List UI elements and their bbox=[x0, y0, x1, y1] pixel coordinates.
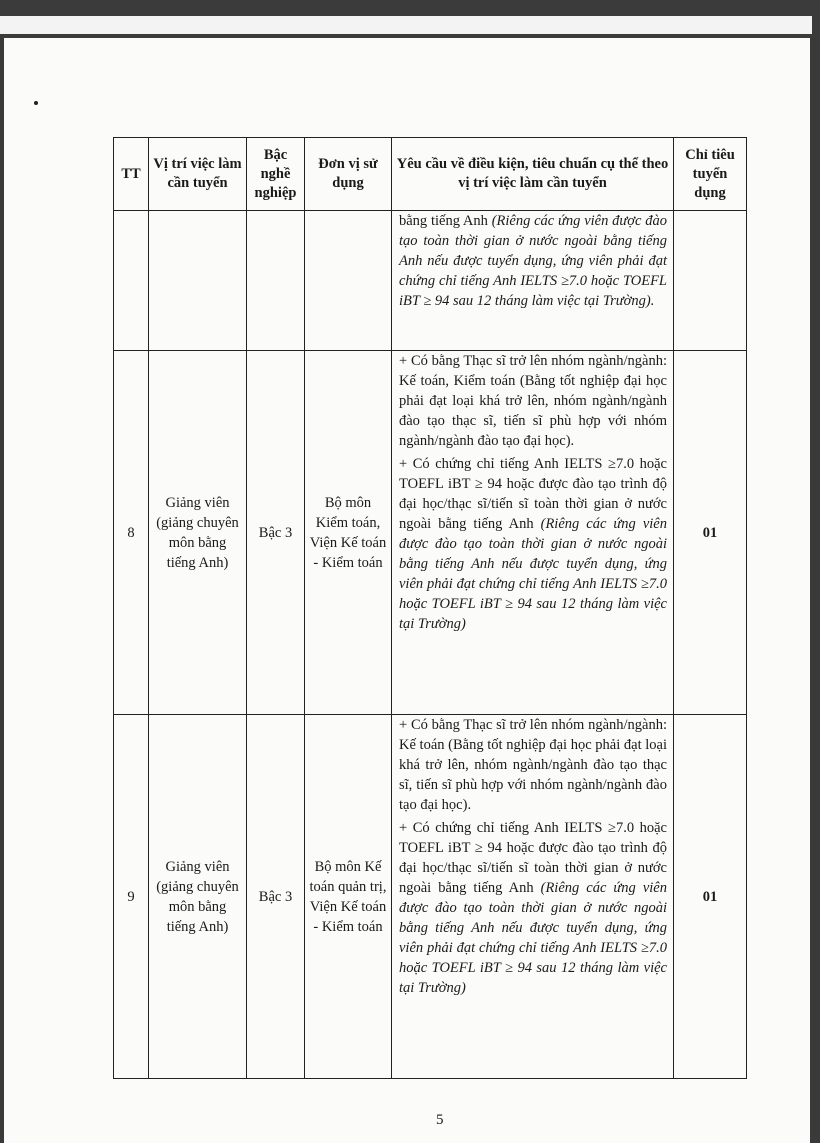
cell-unit: Bộ môn Kế toán quản trị, Viện Kế toán - Kiểm toán bbox=[305, 715, 392, 1079]
recruitment-table bbox=[113, 137, 747, 1079]
viewer-top-bar bbox=[0, 0, 820, 38]
header-tt: TT bbox=[114, 138, 149, 211]
cell-tt: 9 bbox=[114, 715, 149, 1079]
req-degree: + Có bằng Thạc sĩ trở lên nhóm ngành/ngành: Kế toán, Kiểm toán (Bằng tốt nghiệp đại học phải đạt loại khá trở lên, nhóm ngành/ngành đào tạo thạc sĩ, tiến sĩ phù hợp với nhóm ngành/ngành đào tạo đại học). bbox=[399, 353, 667, 449]
viewer-toolbar-strip bbox=[0, 16, 812, 34]
page-number: 5 bbox=[436, 1112, 444, 1128]
cell-requirements bbox=[392, 351, 674, 715]
cell-level: Bậc 3 bbox=[247, 715, 305, 1079]
cell-quota bbox=[674, 211, 747, 351]
req-italic-note: (Riêng các ứng viên được đào tạo toàn thời gian ở nước ngoài bằng tiếng Anh nếu được tuyển dụng, ứng viên phải đạt chứng chỉ tiếng Anh IELTS ≥7.0 hoặc TOEFL iBT ≥ 94 sau 12 tháng làm việc tại Trường). bbox=[399, 213, 667, 309]
table-row-continuation bbox=[114, 211, 747, 351]
req-english: + Có chứng chỉ tiếng Anh IELTS ≥7.0 hoặc TOEFL iBT ≥ 94 hoặc được đào tạo trình độ đại học/thạc sĩ/tiến sĩ toàn thời gian ở nước ngoài bằng tiếng Anh bbox=[399, 820, 667, 896]
header-level: Bậc nghề nghiệp bbox=[247, 138, 305, 211]
cell-unit: Bộ môn Kiểm toán, Viện Kế toán - Kiểm toán bbox=[305, 351, 392, 715]
req-italic-note: (Riêng các ứng viên được đào tạo toàn thời gian ở nước ngoài bằng tiếng Anh nếu được tuyển dụng, ứng viên phải đạt chứng chỉ tiếng Anh IELTS ≥7.0 hoặc TOEFL iBT ≥ 94 sau 12 tháng làm việc tại Trường) bbox=[399, 516, 667, 632]
cell-quota: 01 bbox=[674, 351, 747, 715]
cell-position: Giảng viên (giảng chuyên môn bằng tiếng Anh) bbox=[149, 351, 247, 715]
header-position: Vị trí việc làm cần tuyển bbox=[149, 138, 247, 211]
table-header-row bbox=[114, 138, 747, 211]
cell-quota: 01 bbox=[674, 715, 747, 1079]
req-text: bằng tiếng Anh bbox=[399, 213, 488, 229]
scan-speck bbox=[34, 101, 38, 105]
table-row bbox=[114, 351, 747, 715]
cell-position: Giảng viên (giảng chuyên môn bằng tiếng Anh) bbox=[149, 715, 247, 1079]
table-row bbox=[114, 715, 747, 1079]
cell-requirements bbox=[392, 715, 674, 1079]
req-degree: + Có bằng Thạc sĩ trở lên nhóm ngành/ngành: Kế toán (Bằng tốt nghiệp đại học phải đạt loại khá trở lên, nhóm ngành/ngành đào tạo thạc sĩ, tiến sĩ phù hợp với nhóm ngành/ngành đào tạo đại học). bbox=[399, 717, 667, 813]
header-unit: Đơn vị sử dụng bbox=[305, 138, 392, 211]
header-quota: Chỉ tiêu tuyển dụng bbox=[674, 138, 747, 211]
req-english: + Có chứng chỉ tiếng Anh IELTS ≥7.0 hoặc TOEFL iBT ≥ 94 hoặc được đào tạo trình độ đại học/thạc sĩ/tiến sĩ toàn thời gian ở nước ngoài bằng tiếng Anh bbox=[399, 456, 667, 532]
cell-unit bbox=[305, 211, 392, 351]
cell-requirements bbox=[392, 211, 674, 351]
header-requirements: Yêu cầu về điều kiện, tiêu chuẩn cụ thể theo vị trí việc làm cần tuyển bbox=[392, 138, 674, 211]
req-italic-note: (Riêng các ứng viên được đào tạo toàn thời gian ở nước ngoài bằng tiếng Anh nếu được tuyển dụng, ứng viên phải đạt chứng chỉ tiếng Anh IELTS ≥7.0 hoặc TOEFL iBT ≥ 94 sau 12 tháng làm việc tại Trường) bbox=[399, 880, 667, 996]
cell-level bbox=[247, 211, 305, 351]
cell-position bbox=[149, 211, 247, 351]
cell-tt: 8 bbox=[114, 351, 149, 715]
cell-tt bbox=[114, 211, 149, 351]
cell-level: Bậc 3 bbox=[247, 351, 305, 715]
